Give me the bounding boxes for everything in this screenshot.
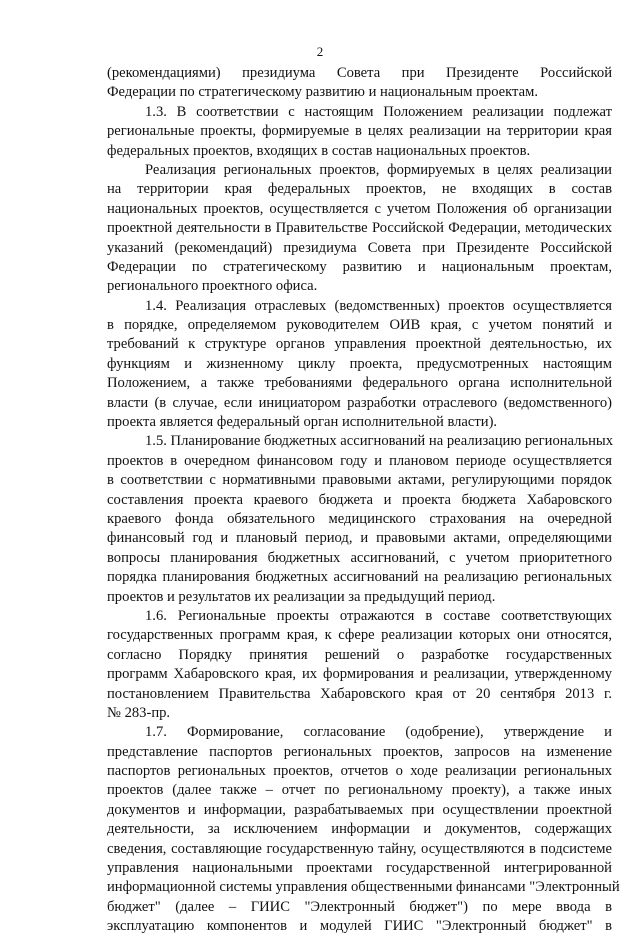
text-line: порядка планирования бюджетных ассигнований на реализацию региональных (107, 569, 612, 586)
text-line: 1.6. Региональные проекты отражаются в составе соответствующих (145, 607, 612, 624)
text-line: проектов и результатов их реализации за предыдущий период. (107, 588, 496, 605)
text-line: регионального проектного офиса. (107, 278, 318, 295)
text-line: в порядке, определяемом руководителем ОИВ края, с учетом понятий и (107, 317, 612, 334)
document-body (107, 64, 620, 937)
text-line: проектов в очередном финансовом году и плановом периоде осуществляется (107, 452, 612, 469)
text-line: паспортов региональных проектов, отчетов о ходе реализации региональных (107, 763, 612, 780)
text-line: № 283-пр. (107, 704, 171, 721)
text-line: Федерации по стратегическому развитию и национальным проектам, (107, 258, 612, 275)
text-line: представление паспортов региональных проектов, запросов на изменение (107, 743, 612, 760)
text-line: федеральных проектов, входящих в состав национальных проектов. (107, 142, 531, 159)
text-line: сведения, составляющие государственную тайну, осуществляются в подсистеме (107, 840, 612, 857)
text-line: финансовый год и плановый период, и правовыми актами, определяющими (107, 530, 612, 547)
text-line: функциям и жизненному циклу проекта, предусмотренных настоящим (107, 355, 612, 372)
text-line: государственных программ края, к сфере реализации которых они относятся, (107, 627, 612, 644)
text-line: деятельности, за исключением информации и документов, содержащих (107, 821, 612, 838)
page-number: 2 (316, 44, 324, 59)
text-line: Положением, а также требованиями федерального органа исполнительной (107, 375, 612, 392)
text-line: вопросы планирования бюджетных ассигнований, с учетом приоритетного (107, 549, 612, 566)
text-line: документов и информации, разрабатываемых при осуществлении проектной (107, 801, 612, 818)
text-line: управления национальными проектами государственной интегрированной (107, 860, 612, 877)
text-line: составления проекта краевого бюджета и проекта бюджета Хабаровского (107, 491, 612, 508)
text-line: (рекомендациями) президиума Совета при Президенте Российской (107, 65, 612, 81)
text-line: бюджет" (далее – ГИИС "Электронный бюджет") по мере ввода в (107, 898, 612, 915)
text-line: национальных проектов, осуществляется с учетом Положения об организации (107, 200, 612, 217)
text-line: проектной деятельности в Правительстве Российской Федерации, методических (107, 220, 612, 237)
text-line: Федерации по стратегическому развитию и национальным проектам. (107, 84, 538, 101)
text-line: на территории края федеральных проектов, не входящих в состав (107, 181, 612, 198)
text-line: постановлением Правительства Хабаровского края от 20 сентября 2013 г. (107, 685, 612, 702)
text-line: региональные проекты, формируемые в целях реализации на территории края (107, 123, 612, 140)
text-line: проектов (далее также – отчет по региональному проекту), а также иных (107, 782, 612, 799)
text-line: власти (в случае, если инициатором разработки отраслевого (ведомственного) (107, 394, 612, 411)
text-line: информационной системы управления общественными финансами "Электронный (107, 879, 620, 896)
text-line: в соответствии с нормативными правовыми актами, регулирующими порядок (107, 472, 612, 489)
text-line: эксплуатацию компонентов и модулей ГИИС "Электронный бюджет" в (107, 918, 612, 935)
text-line: 1.7. Формирование, согласование (одобрение), утверждение и (145, 724, 612, 741)
text-line: проекта является федеральный орган исполнительной власти). (107, 414, 498, 431)
text-line: 1.4. Реализация отраслевых (ведомственных) проектов осуществляется (145, 297, 612, 314)
text-line: Реализация региональных проектов, формируемых в целях реализации (145, 161, 612, 178)
text-line: согласно Порядку принятия решений о разработке государственных (107, 646, 612, 663)
text-line: 1.5. Планирование бюджетных ассигнований на реализацию региональных (145, 433, 614, 450)
text-line: 1.3. В соответствии с настоящим Положением реализации подлежат (145, 103, 612, 120)
text-line: требований к структуре органов управления проектной деятельностью, их (107, 336, 612, 353)
text-line: краевого фонда обязательного медицинского страхования на очередной (107, 510, 612, 527)
text-line: указаний (рекомендаций) президиума Совета при Президенте Российской (107, 239, 612, 256)
text-line: программ Хабаровского края, их формирования и реализации, утвержденному (107, 666, 612, 683)
